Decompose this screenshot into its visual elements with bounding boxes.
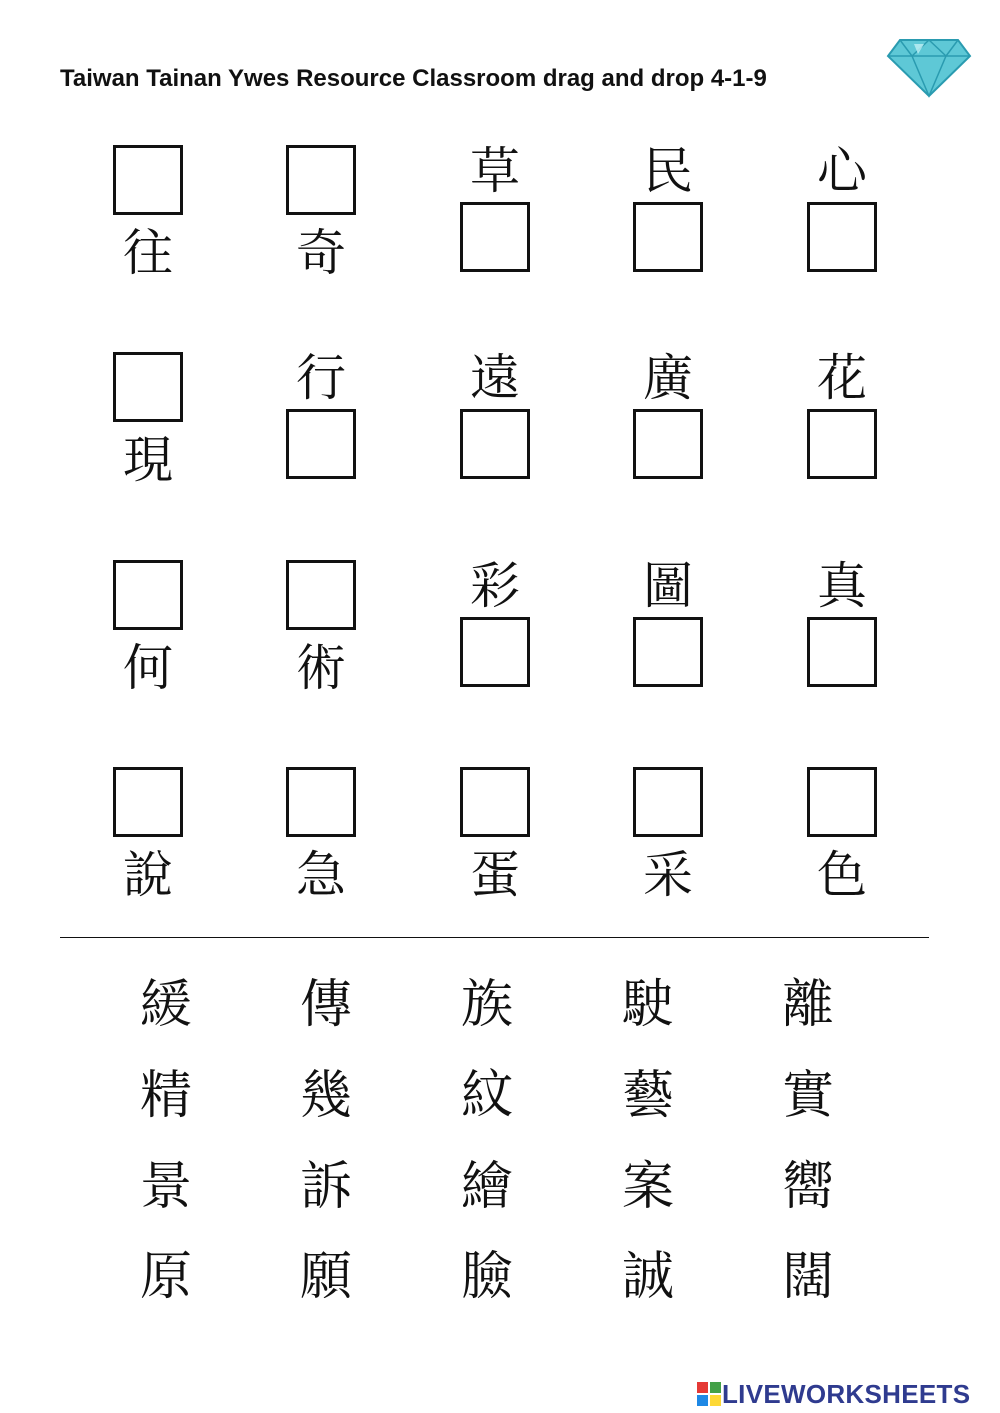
draggable-character[interactable]: 誠	[621, 1247, 674, 1307]
question-item	[794, 348, 894, 518]
drop-box[interactable]	[460, 617, 530, 687]
question-item	[100, 352, 200, 522]
drop-box[interactable]	[113, 560, 183, 630]
drop-box[interactable]	[460, 409, 530, 479]
diamond-icon	[886, 38, 972, 98]
drop-box[interactable]	[633, 409, 703, 479]
question-character: 急	[296, 846, 346, 904]
page-title: Taiwan Tainan Ywes Resource Classroom drag and drop 4-1-9	[60, 65, 767, 92]
draggable-character[interactable]: 藝	[621, 1066, 674, 1126]
question-character: 花	[817, 349, 867, 407]
question-character: 說	[123, 846, 173, 904]
liveworksheets-logo-icon	[697, 1382, 721, 1406]
question-character: 廣	[643, 349, 693, 407]
question-character: 往	[123, 224, 173, 282]
question-character: 遠	[470, 349, 520, 407]
drop-box[interactable]	[113, 352, 183, 422]
draggable-character[interactable]: 臉	[460, 1247, 513, 1307]
brand-name: LIVEWORKSHEETS	[722, 1379, 971, 1409]
question-character: 色	[817, 846, 867, 904]
draggable-character[interactable]: 案	[621, 1157, 674, 1217]
draggable-character[interactable]: 離	[781, 975, 834, 1035]
draggable-character[interactable]: 願	[299, 1247, 352, 1307]
drop-box[interactable]	[113, 145, 183, 215]
draggable-character[interactable]: 訴	[299, 1157, 352, 1217]
draggable-character[interactable]: 幾	[299, 1066, 352, 1126]
question-character: 真	[817, 557, 867, 615]
question-item	[447, 141, 547, 311]
drop-box[interactable]	[286, 145, 356, 215]
question-character: 心	[817, 142, 867, 200]
drop-box[interactable]	[286, 767, 356, 837]
drop-box[interactable]	[460, 202, 530, 272]
drop-box[interactable]	[286, 560, 356, 630]
question-item	[100, 145, 200, 315]
question-item	[447, 767, 547, 937]
draggable-character[interactable]: 繪	[460, 1157, 513, 1217]
question-item	[447, 556, 547, 726]
drop-box[interactable]	[113, 767, 183, 837]
drop-box[interactable]	[460, 767, 530, 837]
drop-box[interactable]	[286, 409, 356, 479]
draggable-character[interactable]: 駛	[621, 975, 674, 1035]
question-character: 何	[123, 639, 173, 697]
question-item	[620, 141, 720, 311]
question-item	[794, 141, 894, 311]
draggable-character[interactable]: 嚮	[781, 1157, 834, 1217]
question-character: 現	[123, 431, 173, 489]
question-character: 草	[470, 142, 520, 200]
question-item	[620, 348, 720, 518]
drop-box[interactable]	[807, 617, 877, 687]
divider	[60, 937, 929, 938]
draggable-character[interactable]: 闊	[781, 1247, 834, 1307]
draggable-character[interactable]: 景	[139, 1157, 192, 1217]
question-character: 民	[643, 142, 693, 200]
drop-box[interactable]	[633, 202, 703, 272]
question-item	[273, 145, 373, 315]
question-item	[100, 560, 200, 730]
question-character: 采	[643, 846, 693, 904]
draggable-character[interactable]: 緩	[139, 975, 192, 1035]
question-character: 行	[296, 349, 346, 407]
question-item	[447, 348, 547, 518]
question-character: 蛋	[470, 846, 520, 904]
question-character: 術	[296, 639, 346, 697]
question-item	[273, 348, 373, 518]
question-item	[620, 767, 720, 937]
drop-box[interactable]	[633, 767, 703, 837]
footer-brand	[697, 1378, 997, 1410]
drop-box[interactable]	[807, 767, 877, 837]
question-character: 奇	[296, 224, 346, 282]
question-item	[794, 767, 894, 937]
question-character: 圖	[643, 557, 693, 615]
question-item	[100, 767, 200, 937]
question-item	[794, 556, 894, 726]
draggable-character[interactable]: 實	[781, 1066, 834, 1126]
question-item	[273, 767, 373, 937]
draggable-character[interactable]: 精	[139, 1066, 192, 1126]
draggable-character[interactable]: 族	[460, 975, 513, 1035]
question-item	[620, 556, 720, 726]
drop-box[interactable]	[807, 409, 877, 479]
draggable-character[interactable]: 傳	[299, 975, 352, 1035]
draggable-character[interactable]: 原	[139, 1247, 192, 1307]
question-item	[273, 560, 373, 730]
drop-box[interactable]	[633, 617, 703, 687]
draggable-character[interactable]: 紋	[460, 1066, 513, 1126]
drop-box[interactable]	[807, 202, 877, 272]
question-character: 彩	[470, 557, 520, 615]
